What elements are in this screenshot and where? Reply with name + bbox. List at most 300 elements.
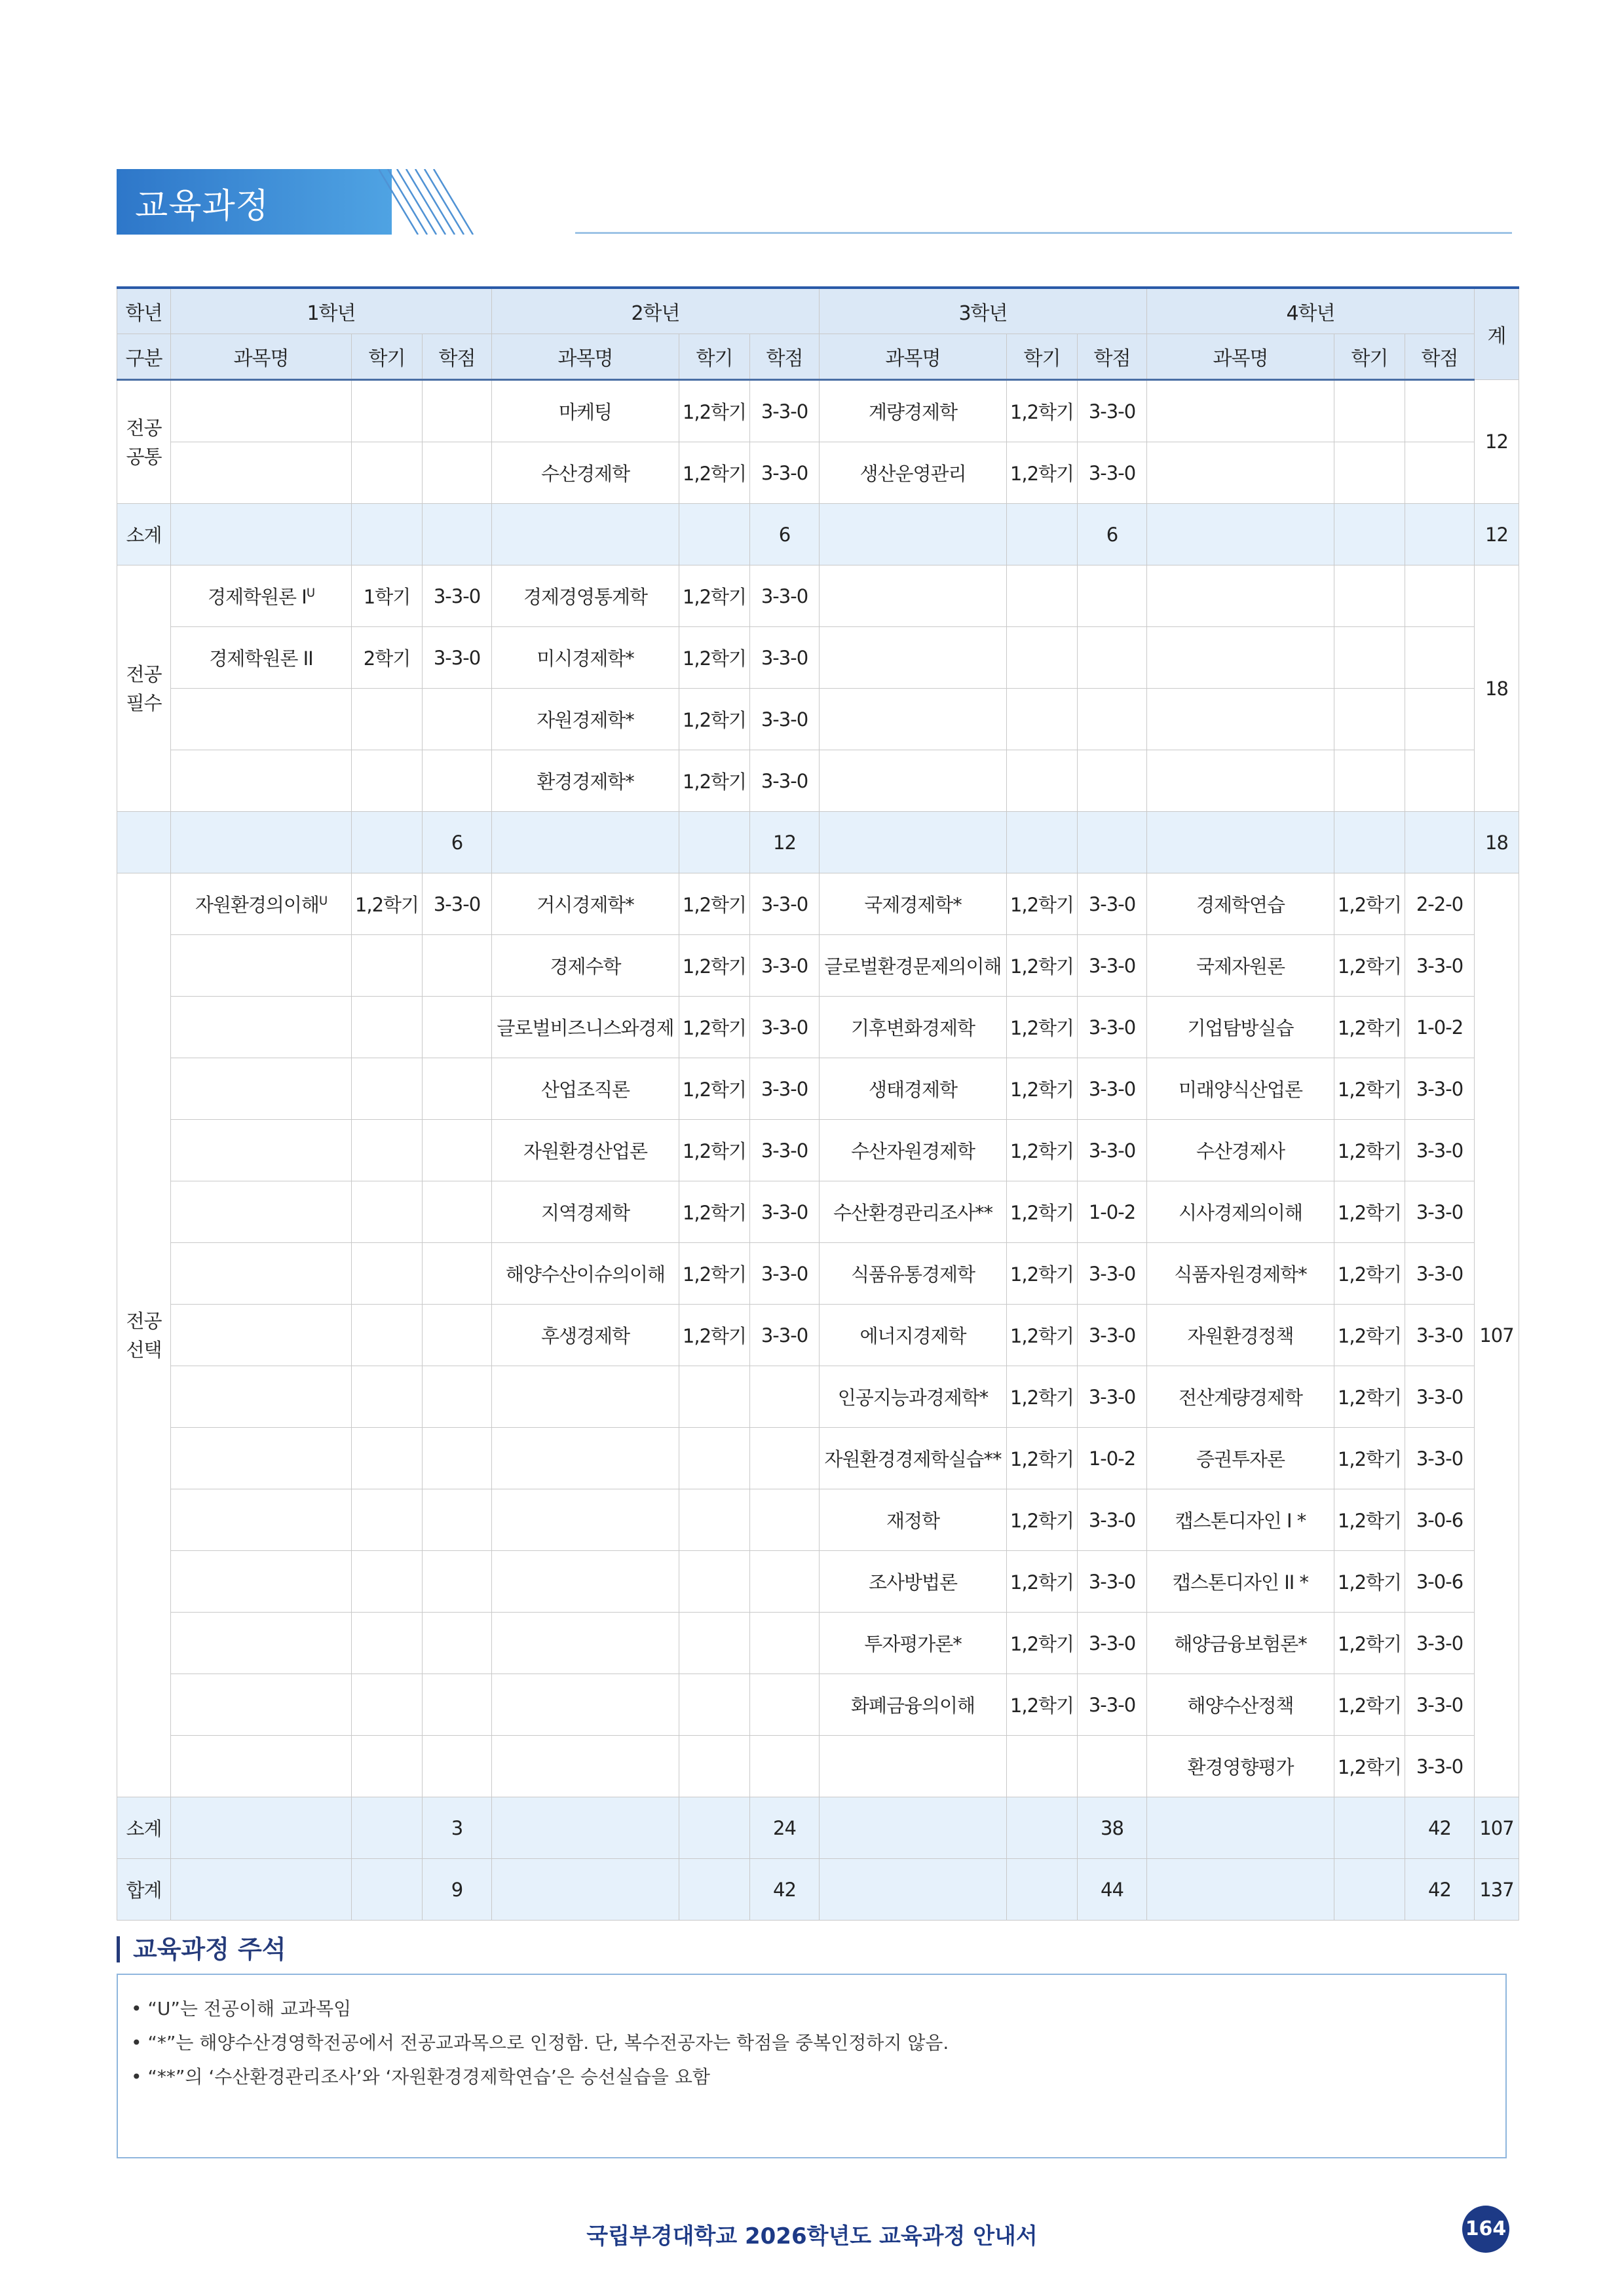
table-cell bbox=[750, 380, 820, 442]
subject-name: 캡스톤디자인 II * bbox=[1172, 1571, 1309, 1594]
credit: 3-3-0 bbox=[1088, 1632, 1136, 1655]
table-cell bbox=[492, 812, 679, 873]
subject-name: 에너지경제학 bbox=[859, 1325, 966, 1347]
subject-name: 수산환경관리조사** bbox=[833, 1202, 993, 1224]
credit: 3-3-0 bbox=[433, 584, 481, 607]
table-cell bbox=[1007, 1859, 1078, 1921]
table-cell bbox=[1405, 627, 1475, 689]
table-cell bbox=[492, 935, 679, 997]
table-cell bbox=[171, 1674, 352, 1736]
table-cell bbox=[679, 689, 750, 750]
semester: 1,2학기 bbox=[682, 1140, 747, 1162]
table-cell bbox=[423, 1613, 492, 1674]
table-cell bbox=[1405, 1674, 1475, 1736]
semester: 1,2학기 bbox=[1337, 1325, 1402, 1347]
table-cell bbox=[1147, 935, 1334, 997]
table-cell bbox=[492, 1243, 679, 1305]
credit: 3-3-0 bbox=[1088, 892, 1136, 915]
table-cell bbox=[423, 1674, 492, 1736]
table-cell bbox=[1147, 1366, 1334, 1428]
table-cell bbox=[1078, 935, 1147, 997]
table-cell bbox=[352, 442, 423, 504]
table-cell bbox=[1078, 1120, 1147, 1181]
table-row bbox=[117, 1489, 1519, 1551]
table-cell bbox=[423, 1489, 492, 1551]
note-item: • “**”의 ‘수산환경관리조사’와 ‘자원환경경제학연습’은 승선실습을 요함 bbox=[131, 2066, 710, 2088]
table-cell bbox=[820, 812, 1007, 873]
credit: 3-3-0 bbox=[761, 892, 808, 915]
table-row bbox=[117, 1243, 1519, 1305]
credit: 3-3-0 bbox=[1416, 1385, 1463, 1408]
note-item: • “U”는 전공이해 교과목임 bbox=[131, 1998, 352, 2019]
table-row bbox=[117, 1551, 1519, 1613]
subtotal-credit: 3 bbox=[423, 1797, 492, 1859]
table-cell bbox=[423, 689, 492, 750]
table-row bbox=[117, 1120, 1519, 1181]
table-cell bbox=[352, 1243, 423, 1305]
table-cell bbox=[679, 997, 750, 1058]
header-subject: 과목명 bbox=[492, 334, 679, 380]
semester: 1,2학기 bbox=[682, 709, 747, 731]
curriculum-table bbox=[117, 286, 1519, 1921]
table-cell bbox=[820, 1613, 1007, 1674]
header-semester: 학기 bbox=[1007, 334, 1078, 380]
credit: 3-3-0 bbox=[761, 708, 808, 731]
table-cell bbox=[352, 873, 423, 935]
subject-name: 투자평가론* bbox=[864, 1633, 962, 1655]
notes-box bbox=[117, 1974, 1507, 2158]
table-cell bbox=[171, 1613, 352, 1674]
table-cell bbox=[352, 1058, 423, 1120]
table-cell bbox=[820, 627, 1007, 689]
table-cell bbox=[1007, 442, 1078, 504]
semester: 1,2학기 bbox=[1337, 1448, 1402, 1470]
table-cell bbox=[171, 1428, 352, 1489]
table-cell bbox=[1007, 380, 1078, 442]
table-cell bbox=[1147, 1243, 1334, 1305]
table-cell bbox=[1405, 1736, 1475, 1797]
table-cell bbox=[352, 689, 423, 750]
table-cell bbox=[171, 997, 352, 1058]
semester: 1,2학기 bbox=[682, 894, 747, 916]
table-cell bbox=[1147, 1489, 1334, 1551]
subject-name: 캡스톤디자인 I * bbox=[1175, 1510, 1306, 1532]
subject-name: 환경영향평가 bbox=[1187, 1756, 1294, 1778]
semester: 1,2학기 bbox=[1337, 1202, 1402, 1224]
subject-name: 환경경제학* bbox=[537, 771, 634, 793]
table-cell bbox=[1147, 1736, 1334, 1797]
table-cell bbox=[423, 627, 492, 689]
subject-name: 거시경제학* bbox=[537, 894, 634, 916]
table-cell bbox=[679, 873, 750, 935]
table-cell bbox=[423, 380, 492, 442]
table-cell bbox=[1007, 1366, 1078, 1428]
table-cell bbox=[1007, 1551, 1078, 1613]
table-cell bbox=[679, 565, 750, 627]
credit: 3-3-0 bbox=[1088, 1016, 1136, 1039]
table-cell bbox=[1405, 997, 1475, 1058]
credit: 3-3-0 bbox=[761, 400, 808, 423]
table-cell bbox=[171, 504, 352, 565]
table-cell bbox=[1405, 380, 1475, 442]
credit: 3-3-0 bbox=[1416, 1447, 1463, 1470]
table-cell bbox=[1078, 1181, 1147, 1243]
table-cell bbox=[1334, 565, 1405, 627]
table-cell bbox=[352, 1366, 423, 1428]
table-cell bbox=[352, 1736, 423, 1797]
table-cell bbox=[1007, 1243, 1078, 1305]
subtotal-credit bbox=[423, 504, 492, 565]
table-cell bbox=[1334, 1366, 1405, 1428]
subject-name: 자원환경산업론 bbox=[523, 1140, 648, 1162]
category-label: 전공 필수 bbox=[117, 565, 171, 812]
table-cell bbox=[750, 565, 820, 627]
subject-name: 수산경제학 bbox=[540, 463, 630, 485]
table-cell bbox=[171, 1736, 352, 1797]
table-cell bbox=[820, 380, 1007, 442]
table-cell bbox=[1405, 750, 1475, 812]
semester: 1,2학기 bbox=[682, 1079, 747, 1101]
subject-name: 전산계량경제학 bbox=[1178, 1387, 1303, 1409]
table-cell bbox=[1007, 873, 1078, 935]
subject-name: 계량경제학 bbox=[868, 401, 958, 423]
table-cell bbox=[492, 689, 679, 750]
table-header-row bbox=[117, 288, 1519, 334]
table-cell bbox=[171, 1489, 352, 1551]
table-cell bbox=[352, 1305, 423, 1366]
table-cell bbox=[1405, 1551, 1475, 1613]
semester: 1,2학기 bbox=[1337, 1263, 1402, 1286]
table-cell bbox=[750, 1428, 820, 1489]
credit: 3-3-0 bbox=[761, 1324, 808, 1347]
table-cell bbox=[750, 935, 820, 997]
table-cell bbox=[820, 504, 1007, 565]
semester: 1,2학기 bbox=[1337, 1140, 1402, 1162]
credit: 1-0-2 bbox=[1088, 1447, 1136, 1470]
semester: 1,2학기 bbox=[1337, 894, 1402, 916]
table-cell bbox=[820, 1489, 1007, 1551]
table-cell bbox=[492, 1736, 679, 1797]
header-grade: 4학년 bbox=[1147, 288, 1475, 334]
table-cell bbox=[492, 1366, 679, 1428]
table-row bbox=[117, 1736, 1519, 1797]
table-cell bbox=[1147, 442, 1334, 504]
grand-total-row bbox=[117, 1859, 1519, 1921]
subject-name: 수산자원경제학 bbox=[850, 1140, 975, 1162]
table-cell bbox=[423, 873, 492, 935]
semester: 1,2학기 bbox=[1010, 1510, 1074, 1532]
table-cell bbox=[1147, 1181, 1334, 1243]
table-cell bbox=[1334, 1674, 1405, 1736]
table-cell bbox=[1147, 1551, 1334, 1613]
table-cell bbox=[1147, 380, 1334, 442]
credit: 3-3-0 bbox=[761, 1262, 808, 1285]
subtotal-credit bbox=[1078, 812, 1147, 873]
credit: 3-0-6 bbox=[1416, 1508, 1463, 1531]
table-cell bbox=[750, 873, 820, 935]
header-grade-label: 학년 bbox=[117, 288, 171, 334]
table-cell bbox=[171, 1058, 352, 1120]
table-cell bbox=[820, 1736, 1007, 1797]
table-cell bbox=[1405, 1120, 1475, 1181]
footer-text: 국립부경대학교 2026학년도 교육과정 안내서 bbox=[586, 2223, 1038, 2249]
subject-name: 경제학원론 I bbox=[207, 586, 307, 608]
table-cell bbox=[171, 565, 352, 627]
table-cell bbox=[679, 1058, 750, 1120]
table-cell bbox=[820, 565, 1007, 627]
table-cell bbox=[1078, 1613, 1147, 1674]
header-subject: 과목명 bbox=[171, 334, 352, 380]
credit: 3-3-0 bbox=[1416, 1755, 1463, 1778]
table-cell bbox=[1078, 627, 1147, 689]
table-cell bbox=[1334, 1181, 1405, 1243]
subject-name: 기후변화경제학 bbox=[850, 1017, 975, 1039]
table-cell bbox=[1405, 935, 1475, 997]
table-cell bbox=[1334, 380, 1405, 442]
semester: 1,2학기 bbox=[1010, 1325, 1074, 1347]
table-cell bbox=[171, 750, 352, 812]
subtotal-label: 소계 bbox=[117, 1797, 171, 1859]
table-cell bbox=[750, 1305, 820, 1366]
credit: 3-3-0 bbox=[1416, 1200, 1463, 1223]
header-credit: 학점 bbox=[1078, 334, 1147, 380]
header-grade: 3학년 bbox=[820, 288, 1147, 334]
table-cell bbox=[1007, 1428, 1078, 1489]
table-cell bbox=[1334, 1243, 1405, 1305]
table-cell bbox=[492, 1305, 679, 1366]
subtotal-credit: 42 bbox=[1405, 1859, 1475, 1921]
table-cell bbox=[1334, 1551, 1405, 1613]
subject-name: 재정학 bbox=[886, 1510, 940, 1532]
table-cell bbox=[820, 1797, 1007, 1859]
credit: 3-3-0 bbox=[1416, 1324, 1463, 1347]
table-cell bbox=[171, 442, 352, 504]
semester: 1학기 bbox=[363, 586, 411, 608]
credit: 3-3-0 bbox=[1416, 1632, 1463, 1655]
table-cell bbox=[352, 1181, 423, 1243]
semester: 1,2학기 bbox=[1337, 1510, 1402, 1532]
table-row bbox=[117, 1058, 1519, 1120]
table-row bbox=[117, 1674, 1519, 1736]
table-cell bbox=[1007, 1120, 1078, 1181]
credit: 3-3-0 bbox=[1088, 1570, 1136, 1593]
table-row bbox=[117, 997, 1519, 1058]
table-cell bbox=[492, 750, 679, 812]
table-cell bbox=[1334, 935, 1405, 997]
table-cell bbox=[492, 997, 679, 1058]
table-cell bbox=[820, 935, 1007, 997]
table-cell bbox=[750, 1120, 820, 1181]
subject-name: 조사방법론 bbox=[868, 1571, 958, 1594]
semester: 1,2학기 bbox=[1010, 1079, 1074, 1101]
table-cell bbox=[1147, 1305, 1334, 1366]
table-cell bbox=[352, 1489, 423, 1551]
table-cell bbox=[1147, 1674, 1334, 1736]
credit: 3-3-0 bbox=[1416, 954, 1463, 977]
table-cell bbox=[820, 442, 1007, 504]
table-cell bbox=[352, 1551, 423, 1613]
subject-name: 경제경영통계학 bbox=[523, 586, 648, 608]
table-cell bbox=[171, 627, 352, 689]
table-cell bbox=[679, 1305, 750, 1366]
table-cell bbox=[679, 1181, 750, 1243]
table-cell bbox=[1334, 997, 1405, 1058]
credit: 3-3-0 bbox=[761, 461, 808, 484]
table-cell bbox=[679, 442, 750, 504]
table-cell bbox=[492, 1181, 679, 1243]
table-cell bbox=[1147, 812, 1334, 873]
credit: 3-3-0 bbox=[1088, 1139, 1136, 1162]
subtotal-total: 12 bbox=[1475, 504, 1519, 565]
subject-name: 자원환경정책 bbox=[1187, 1325, 1294, 1347]
credit: 3-3-0 bbox=[1088, 1324, 1136, 1347]
table-cell bbox=[820, 1551, 1007, 1613]
table-cell bbox=[1007, 1797, 1078, 1859]
table-cell bbox=[1078, 1243, 1147, 1305]
table-cell bbox=[1007, 627, 1078, 689]
table-cell bbox=[171, 380, 352, 442]
credit: 3-3-0 bbox=[1416, 1077, 1463, 1100]
table-cell bbox=[1078, 1674, 1147, 1736]
semester: 1,2학기 bbox=[682, 647, 747, 670]
table-cell bbox=[750, 627, 820, 689]
table-cell bbox=[1147, 689, 1334, 750]
table-cell bbox=[679, 1120, 750, 1181]
credit: 3-3-0 bbox=[1416, 1262, 1463, 1285]
subtotal-credit: 24 bbox=[750, 1797, 820, 1859]
table-row bbox=[117, 1305, 1519, 1366]
table-cell bbox=[679, 1551, 750, 1613]
credit: 3-3-0 bbox=[1088, 1262, 1136, 1285]
semester: 1,2학기 bbox=[1010, 401, 1074, 423]
credit: 3-3-0 bbox=[761, 769, 808, 792]
table-cell bbox=[1078, 1366, 1147, 1428]
table-cell bbox=[750, 1058, 820, 1120]
table-cell bbox=[1007, 997, 1078, 1058]
category-total: 12 bbox=[1475, 380, 1519, 504]
title-banner bbox=[117, 169, 1512, 235]
subject-name: 경제수학 bbox=[550, 955, 621, 978]
table-cell bbox=[492, 1797, 679, 1859]
table-row bbox=[117, 689, 1519, 750]
table-cell bbox=[1007, 1305, 1078, 1366]
table-cell bbox=[492, 504, 679, 565]
credit: 3-3-0 bbox=[761, 1200, 808, 1223]
table-cell bbox=[679, 380, 750, 442]
u-mark: U bbox=[318, 894, 328, 908]
table-cell bbox=[352, 627, 423, 689]
credit: 3-3-0 bbox=[1088, 400, 1136, 423]
table-cell bbox=[492, 1551, 679, 1613]
subject-name: 인공지능과경제학* bbox=[837, 1387, 989, 1409]
table-cell bbox=[750, 1551, 820, 1613]
subtotal-credit: 6 bbox=[423, 812, 492, 873]
table-cell bbox=[423, 935, 492, 997]
table-cell bbox=[1334, 689, 1405, 750]
table-cell bbox=[750, 442, 820, 504]
table-cell bbox=[1334, 1489, 1405, 1551]
table-cell bbox=[1147, 873, 1334, 935]
credit: 1-0-2 bbox=[1416, 1016, 1463, 1039]
page-number: 164 bbox=[1462, 2206, 1509, 2253]
category-total: 18 bbox=[1475, 565, 1519, 812]
table-cell bbox=[820, 1305, 1007, 1366]
semester: 1,2학기 bbox=[1010, 463, 1074, 485]
table-cell bbox=[1334, 1428, 1405, 1489]
table-cell bbox=[1147, 1613, 1334, 1674]
table-cell bbox=[1405, 1243, 1475, 1305]
credit: 3-3-0 bbox=[1416, 1693, 1463, 1716]
table-cell bbox=[352, 1613, 423, 1674]
subject-name: 자원경제학* bbox=[537, 709, 634, 731]
table-cell bbox=[1078, 1428, 1147, 1489]
table-cell bbox=[679, 1613, 750, 1674]
semester: 2학기 bbox=[363, 647, 411, 670]
table-cell bbox=[352, 565, 423, 627]
table-cell bbox=[1007, 504, 1078, 565]
credit: 2-2-0 bbox=[1416, 892, 1463, 915]
subject-name: 산업조직론 bbox=[540, 1079, 630, 1101]
subject-name: 식품유통경제학 bbox=[850, 1263, 975, 1286]
table-row bbox=[117, 935, 1519, 997]
table-cell bbox=[352, 504, 423, 565]
header-category-label: 구분 bbox=[117, 334, 171, 380]
subtotal-credit bbox=[1405, 812, 1475, 873]
table-cell bbox=[423, 750, 492, 812]
semester: 1,2학기 bbox=[1010, 1387, 1074, 1409]
table-cell bbox=[750, 1489, 820, 1551]
subtotal-label bbox=[117, 812, 171, 873]
semester: 1,2학기 bbox=[682, 1202, 747, 1224]
table-cell bbox=[171, 1551, 352, 1613]
semester: 1,2학기 bbox=[1337, 955, 1402, 978]
table-cell bbox=[1007, 812, 1078, 873]
header-credit: 학점 bbox=[1405, 334, 1475, 380]
header-total: 계 bbox=[1475, 288, 1519, 380]
table-cell bbox=[492, 380, 679, 442]
subject-name: 국제경제학* bbox=[864, 894, 962, 916]
table-cell bbox=[352, 1120, 423, 1181]
subject-name: 해양금융보험론* bbox=[1174, 1633, 1307, 1655]
table-cell bbox=[492, 1674, 679, 1736]
table-cell bbox=[423, 1058, 492, 1120]
table-cell bbox=[820, 997, 1007, 1058]
table-cell bbox=[1334, 627, 1405, 689]
table-row bbox=[117, 627, 1519, 689]
table-cell bbox=[492, 1859, 679, 1921]
subject-name: 해양수산정책 bbox=[1187, 1694, 1294, 1717]
table-cell bbox=[1078, 873, 1147, 935]
table-cell bbox=[1007, 1058, 1078, 1120]
credit: 3-3-0 bbox=[761, 646, 808, 669]
table-cell bbox=[1078, 1305, 1147, 1366]
credit: 3-0-6 bbox=[1416, 1570, 1463, 1593]
subject-name: 해양수산이슈의이해 bbox=[505, 1263, 666, 1286]
credit: 3-3-0 bbox=[761, 954, 808, 977]
note-item: • “*”는 해양수산경영학전공에서 전공교과목으로 인정함. 단, 복수전공자는 학점을 중복인정하지 않음. bbox=[131, 2032, 949, 2054]
table-row bbox=[117, 380, 1519, 442]
table-cell bbox=[1007, 1489, 1078, 1551]
table-cell bbox=[820, 1181, 1007, 1243]
credit: 3-3-0 bbox=[761, 1016, 808, 1039]
table-cell bbox=[423, 1120, 492, 1181]
table-row bbox=[117, 1366, 1519, 1428]
header-credit: 학점 bbox=[750, 334, 820, 380]
semester: 1,2학기 bbox=[1337, 1756, 1402, 1778]
table-header-row bbox=[117, 334, 1519, 380]
table-cell bbox=[423, 1551, 492, 1613]
subtotal-row bbox=[117, 504, 1519, 565]
